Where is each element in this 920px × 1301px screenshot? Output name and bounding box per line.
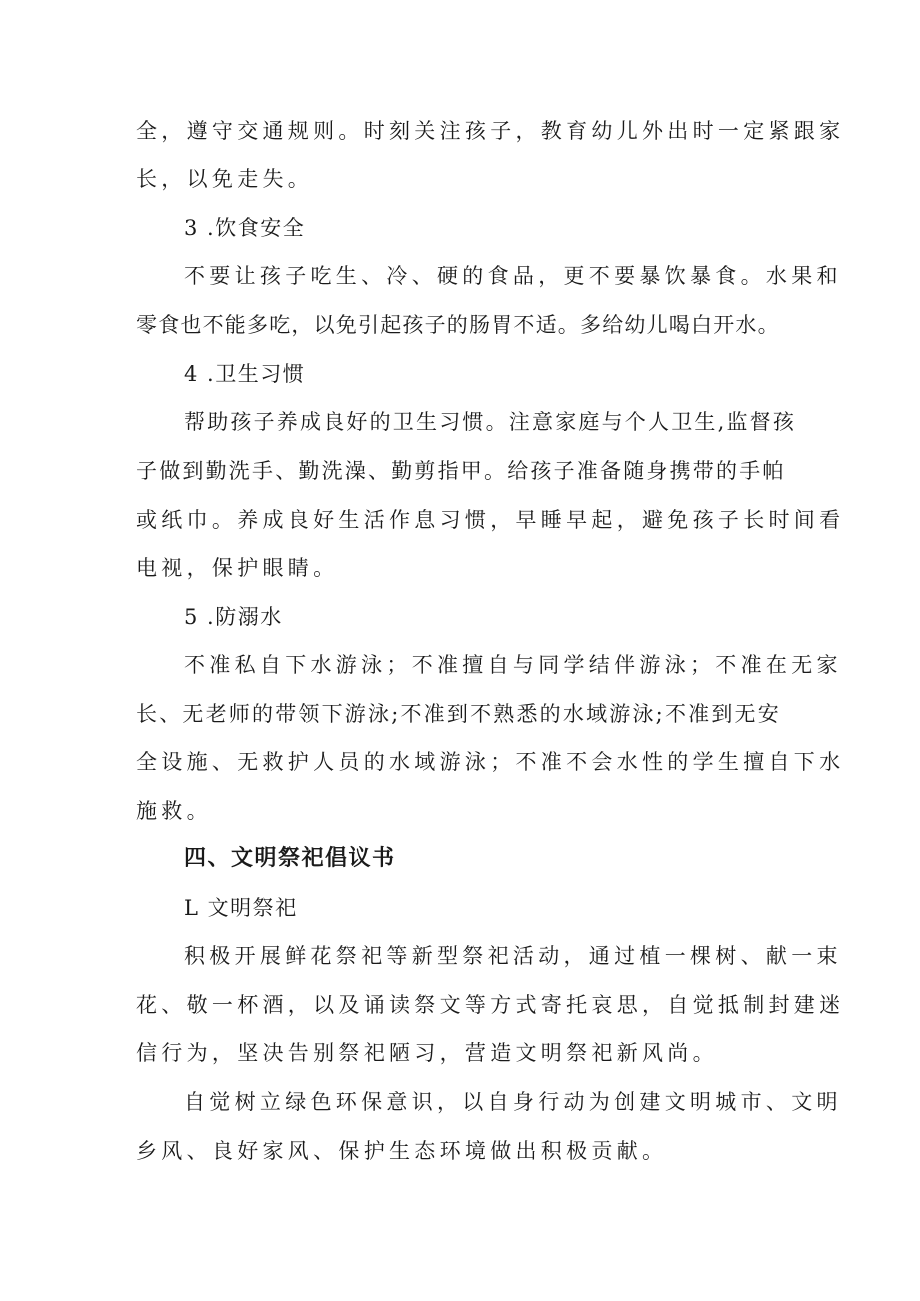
chapter-4-para-1-line-2: 花、敬一杯酒，以及诵读祭文等方式寄托哀思，自觉抵制封建迷: [136, 993, 845, 1017]
chapter-4-para-2-line-1: 自觉树立绿色环保意识，以自身行动为创建文明城市、文明: [184, 1090, 842, 1114]
section-3-line-1: 不要让孩子吃生、冷、硬的食品，更不要暴饮暴食。水果和: [184, 264, 842, 288]
section-3-title: 3 .饮食安全: [184, 216, 306, 240]
chapter-4-para-2-line-2: 乡风、良好家风、保护生态环境做出积极贡献。: [136, 1139, 668, 1163]
chapter-4-para-1-line-3: 信行为，坚决告别祭祀陋习，营造文明祭祀新风尚。: [136, 1041, 718, 1065]
chapter-4-para-1-line-1: 积极开展鲜花祭祀等新型祭祀活动，通过植一棵树、献一束: [184, 944, 842, 968]
section-5-title: 5 .防溺水: [184, 605, 283, 629]
section-4-line-3: 或纸巾。养成良好生活作息习惯，早睡早起，避免孩子长时间看: [136, 508, 845, 532]
section-5-line-1: 不准私自下水游泳；不准擅自与同学结伴游泳；不准在无家: [184, 653, 842, 677]
chapter-4-heading: 四、文明祭祀倡议书: [184, 846, 396, 871]
intro-line-1: 全，遵守交通规则。时刻关注孩子，教育幼儿外出时一定紧跟家: [136, 119, 845, 143]
section-5-line-4: 施救。: [136, 799, 212, 823]
section-4-line-2: 子做到勤洗手、勤洗澡、勤剪指甲。给孩子准备随身携带的手帕: [136, 459, 786, 483]
section-4-title: 4 .卫生习惯: [184, 362, 306, 386]
chapter-4-sub-1-title: L 文明祭祀: [184, 896, 298, 920]
section-3-line-2: 零食也不能多吃，以免引起孩子的肠胃不适。多给幼儿喝白开水。: [136, 313, 780, 337]
section-5-line-2: 长、无老师的带领下游泳;不准到不熟悉的水域游泳;不准到无安: [136, 702, 781, 726]
section-4-line-1: 帮助孩子养成良好的卫生习惯。注意家庭与个人卫生,监督孩: [184, 410, 797, 434]
intro-line-2: 长，以免走失。: [136, 167, 314, 191]
section-5-line-3: 全设施、无救护人员的水域游泳；不准不会水性的学生擅自下水: [136, 750, 845, 774]
section-4-line-4: 电视，保护眼睛。: [136, 556, 339, 580]
